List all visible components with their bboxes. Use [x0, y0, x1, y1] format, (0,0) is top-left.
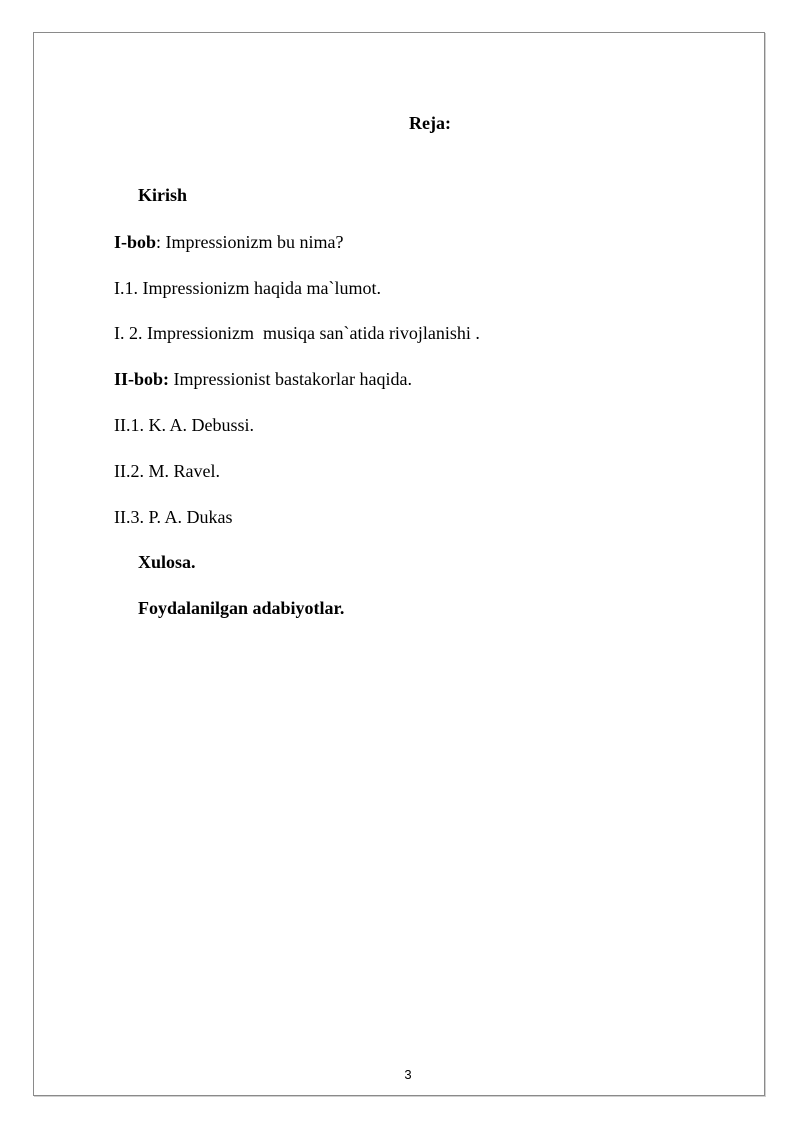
toc-intro: Kirish: [138, 185, 188, 205]
page-title: Reja:: [409, 113, 451, 133]
toc-references: Foydalanilgan adabiyotlar.: [138, 598, 345, 618]
toc-section-2-1: II.1. K. A. Debussi.: [114, 415, 254, 435]
toc-section-1-1: I.1. Impressionizm haqida ma`lumot.: [114, 278, 381, 298]
toc-section-2-3: II.3. P. A. Dukas: [114, 507, 233, 527]
toc-section-1-2: I. 2. Impressionizm musiqa san`atida rivojlanishi .: [114, 323, 480, 343]
chapter-1-label: I-bob: [114, 232, 157, 252]
toc-chapter-1: [114, 231, 344, 253]
chapter-1-text: : Impressionizm bu nima?: [156, 232, 344, 252]
chapter-2-text: Impressionist bastakorlar haqida.: [169, 369, 412, 389]
chapter-2-label: II-bob:: [114, 369, 170, 389]
toc-section-2-2: II.2. M. Ravel.: [114, 461, 220, 481]
toc-conclusion: Xulosa.: [138, 552, 196, 572]
page-number: 3: [404, 1067, 412, 1082]
toc-chapter-2: [114, 368, 412, 390]
